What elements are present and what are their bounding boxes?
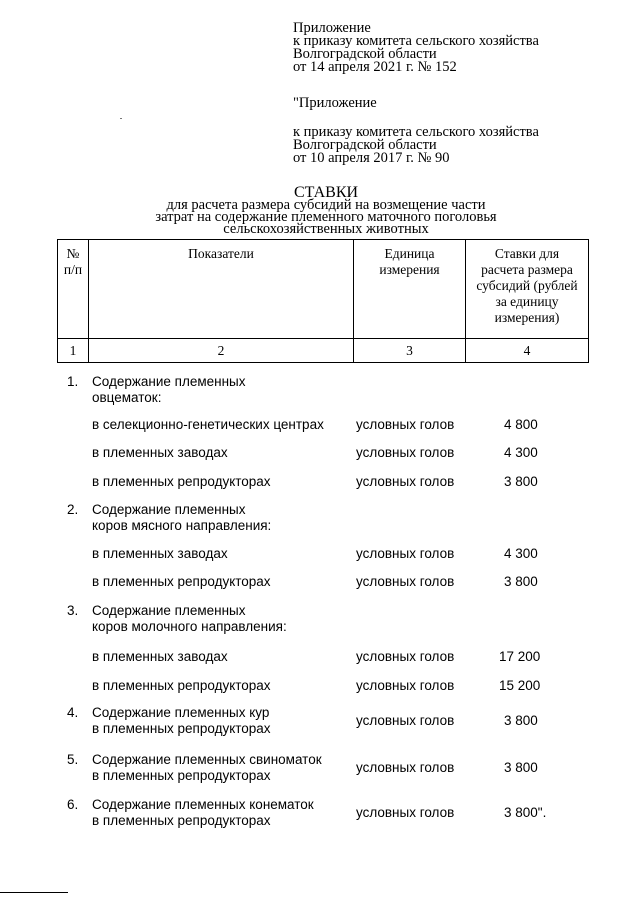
row-rate: 3 800 xyxy=(504,574,538,589)
footnote-separator xyxy=(0,892,68,893)
appendix-header-line: к приказу комитета сельского хозяйства xyxy=(293,124,539,140)
header-unit-line: измерения xyxy=(379,262,440,277)
title-line: сельскохозяйственных животных xyxy=(223,221,429,237)
appendix-header-line: Волгоградской области xyxy=(293,137,437,153)
row-indicator xyxy=(92,502,271,534)
row-unit: условных голов xyxy=(356,474,455,489)
row-indicator xyxy=(92,603,287,635)
row-rate: 4 300 xyxy=(504,445,538,460)
row-number: 2. xyxy=(67,502,79,517)
row-indicator-line: Содержание племенных xyxy=(92,603,246,618)
header-cell-unit xyxy=(354,240,466,339)
row-unit: условных голов xyxy=(356,649,455,664)
row-indicator xyxy=(92,374,246,406)
row-indicator: в племенных заводах xyxy=(92,546,228,561)
title-line: для расчета размера субсидий на возмещение части xyxy=(166,197,486,213)
title-line: затрат на содержание племенного маточного поголовья xyxy=(155,209,497,225)
row-unit: условных голов xyxy=(356,805,455,820)
appendix-header-line: к приказу комитета сельского хозяйства xyxy=(293,33,539,49)
row-rate: 17 200 xyxy=(499,649,541,664)
row-indicator-line: Содержание племенных xyxy=(92,374,246,389)
column-number: 1 xyxy=(58,339,89,363)
appendix-header-line: Волгоградской области xyxy=(293,46,437,62)
row-indicator-line: овцематок: xyxy=(92,390,162,405)
column-number: 4 xyxy=(466,339,589,363)
row-number: 5. xyxy=(67,752,79,767)
row-rate: 3 800 xyxy=(504,474,538,489)
row-rate: 4 800 xyxy=(504,417,538,432)
appendix-header-line: Приложение xyxy=(293,20,371,36)
row-indicator xyxy=(92,752,322,784)
header-num-line: п/п xyxy=(63,262,83,277)
row-rate: 3 800". xyxy=(504,805,547,820)
row-number: 1. xyxy=(67,374,79,389)
header-indicator-label: Показатели xyxy=(188,246,254,261)
row-unit: условных голов xyxy=(356,678,455,693)
header-cell-rate xyxy=(466,240,589,339)
row-indicator-line: Содержание племенных конематок xyxy=(92,797,314,812)
appendix-header-original xyxy=(293,97,539,165)
row-indicator-line: в племенных репродукторах xyxy=(92,721,271,736)
row-indicator-line: в племенных репродукторах xyxy=(92,768,271,783)
row-unit: условных голов xyxy=(356,445,455,460)
document-title xyxy=(0,186,640,235)
row-indicator: в племенных репродукторах xyxy=(92,574,271,589)
header-rate-line: измерения) xyxy=(494,310,560,325)
row-number: 6. xyxy=(67,797,79,812)
header-num-line: № xyxy=(66,246,80,261)
row-unit: условных голов xyxy=(356,417,455,432)
row-indicator-line: в племенных репродукторах xyxy=(92,813,271,828)
row-indicator-line: коров мясного направления: xyxy=(92,518,272,533)
title-main: СТАВКИ xyxy=(293,184,359,201)
column-number: 2 xyxy=(89,339,354,363)
row-rate: 4 300 xyxy=(504,546,538,561)
appendix-header-line: "Приложение xyxy=(293,95,377,111)
column-number: 3 xyxy=(354,339,466,363)
appendix-header-current xyxy=(293,22,539,74)
rates-table-header xyxy=(57,239,589,363)
header-unit-line: Единица xyxy=(384,246,435,261)
header-cell-indicator xyxy=(89,240,354,339)
row-number: 4. xyxy=(67,705,79,720)
appendix-header-line: от 10 апреля 2017 г. № 90 xyxy=(293,150,450,166)
row-indicator-line: Содержание племенных свиноматок xyxy=(92,752,322,767)
header-rate-line: субсидий (рублей xyxy=(476,278,578,293)
row-indicator: в племенных заводах xyxy=(92,445,228,460)
row-indicator xyxy=(92,797,314,829)
header-rate-line: Ставки для xyxy=(494,246,560,261)
row-unit: условных голов xyxy=(356,574,455,589)
row-indicator: в племенных репродукторах xyxy=(92,678,271,693)
row-unit: условных голов xyxy=(356,760,455,775)
row-indicator-line: коров молочного направления: xyxy=(92,619,287,634)
row-indicator-line: Содержание племенных кур xyxy=(92,705,270,720)
row-indicator: в племенных репродукторах xyxy=(92,474,271,489)
row-indicator: в племенных заводах xyxy=(92,649,228,664)
appendix-header-line: от 14 апреля 2021 г. № 152 xyxy=(293,59,457,75)
row-indicator-line: Содержание племенных xyxy=(92,502,246,517)
row-unit: условных голов xyxy=(356,546,455,561)
row-indicator: в селекционно-генетических центрах xyxy=(92,417,324,432)
row-rate: 3 800 xyxy=(504,713,538,728)
header-rate-line: расчета размера xyxy=(481,262,573,277)
row-rate: 15 200 xyxy=(499,678,541,693)
row-rate: 3 800 xyxy=(504,760,538,775)
row-number: 3. xyxy=(67,603,79,618)
row-indicator xyxy=(92,705,271,737)
header-cell-num xyxy=(58,240,89,339)
row-unit: условных голов xyxy=(356,713,455,728)
scan-speck xyxy=(120,118,122,119)
header-rate-line: за единицу xyxy=(495,294,559,309)
